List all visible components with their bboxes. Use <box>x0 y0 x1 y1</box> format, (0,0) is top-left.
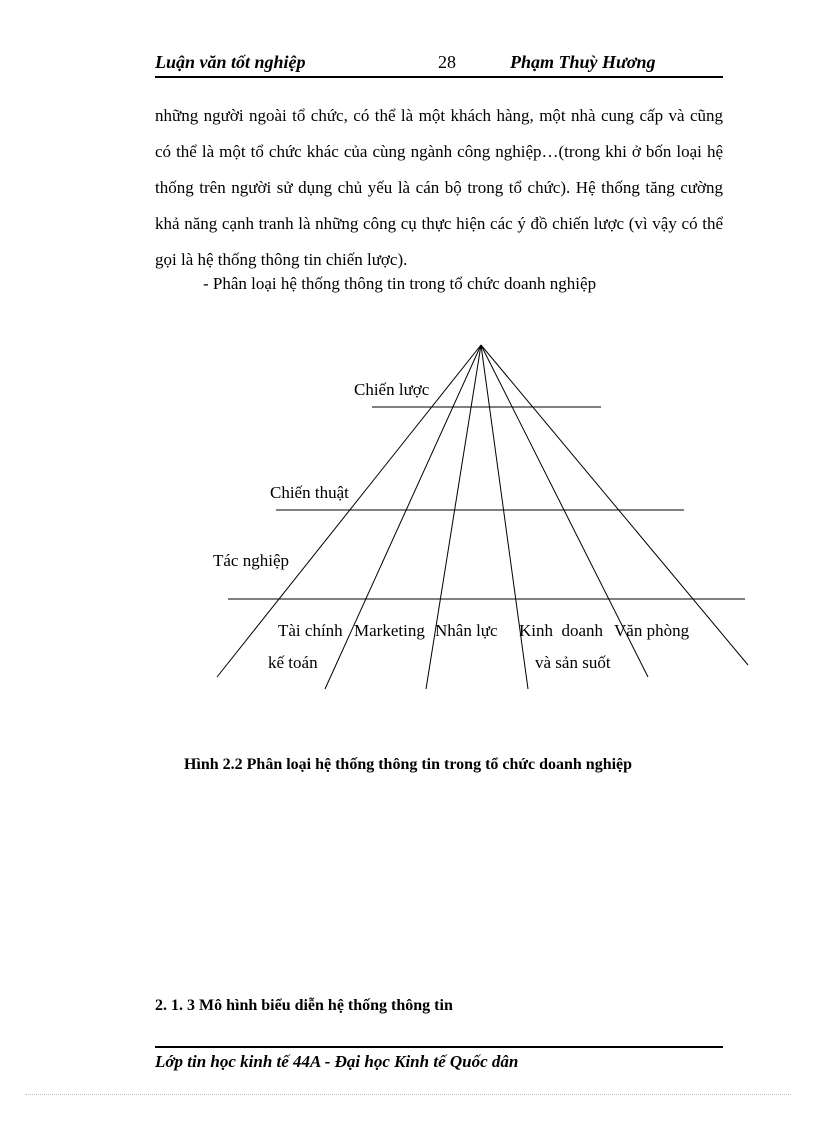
level-label-tactical: Chiến thuật <box>270 483 349 502</box>
function-label-accounting: kế toán <box>268 653 318 672</box>
function-label-office: Văn phòng <box>614 621 690 640</box>
header-author: Phạm Thuỳ Hương <box>510 52 656 72</box>
page-number: 28 <box>438 52 456 72</box>
pyramid-right-edge <box>481 345 748 665</box>
function-label-business: Kinh doanh <box>519 621 604 640</box>
classification-line: - Phân loại hệ thống thông tin trong tổ chức doanh nghiệp <box>203 274 597 293</box>
function-label-marketing: Marketing <box>354 621 425 640</box>
page-footer: Lớp tin học kinh tế 44A - Đại học Kinh tế Quốc dân <box>155 1052 519 1071</box>
function-label-finance: Tài chính <box>278 621 343 640</box>
page-bottom-border <box>25 1094 791 1095</box>
figure-caption: Hình 2.2 Phân loại hệ thống thông tin trong tổ chức doanh nghiệp <box>183 756 633 773</box>
header-thesis-title: Luận văn tốt nghiệp <box>155 52 306 72</box>
section-heading: 2. 1. 3 Mô hình biểu diễn hệ thống thông tin <box>155 997 453 1014</box>
footer-rule <box>155 1046 723 1048</box>
level-label-strategic: Chiến lược <box>354 380 430 399</box>
function-label-hr: Nhân lực <box>435 621 498 640</box>
level-label-operational: Tác nghiệp <box>213 551 289 570</box>
function-label-production: và sản suốt <box>535 653 611 672</box>
paragraph-text: những người ngoài tổ chức, có thể là một khách hàng, một nhà cung cấp và cũng có thể là một tổ chức khác của cùng ngành công nghiệp…(trong khi ở bốn loại hệ thống trên người sử dụng chủ yếu là cán bộ trong tổ chức). Hệ thống tăng cường khả năng cạnh tranh là những công cụ thực hiện các ý đồ chiến lược (vì vậy có thể gọi là hệ thống thông tin chiến lược). <box>155 106 723 269</box>
